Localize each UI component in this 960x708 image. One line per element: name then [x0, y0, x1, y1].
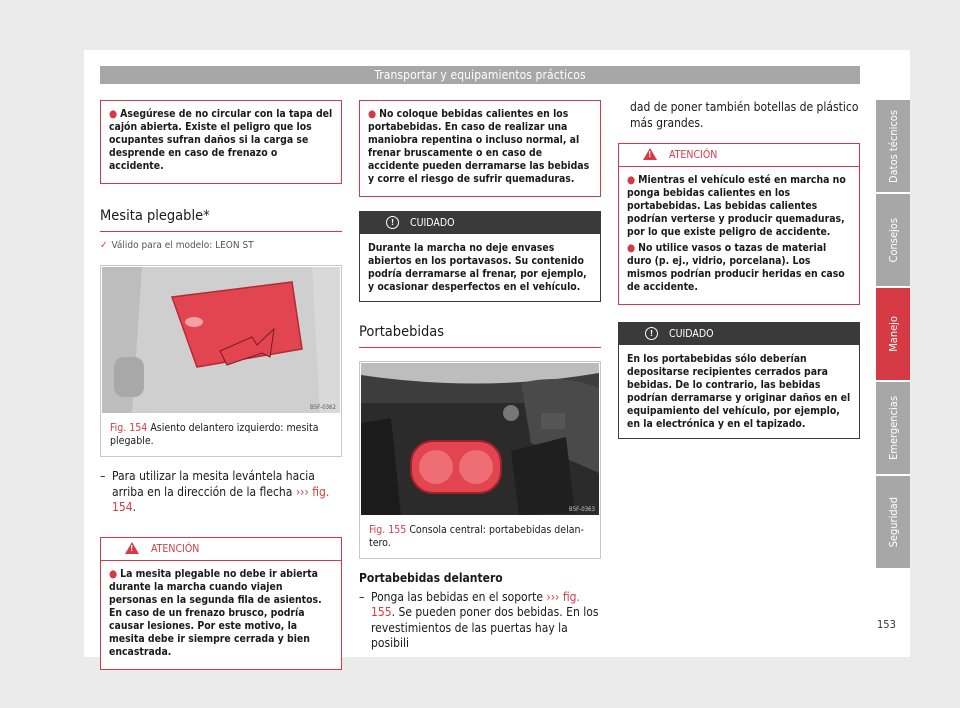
- caption-text: Consola central: portabebidas delantero.: [369, 524, 584, 549]
- cuidado-label: CUIDADO: [410, 217, 455, 229]
- warning-box-continued: [359, 100, 601, 197]
- check-icon: ✓: [100, 240, 108, 251]
- arrow-ref-icon: ›››: [546, 589, 560, 604]
- column-1: [100, 100, 342, 670]
- atencion-label: ATENCIÓN: [151, 542, 200, 555]
- figure-caption: [361, 519, 599, 557]
- step-end: .: [132, 500, 137, 514]
- cuidado-text: Durante la marcha no deje envases abiertos en los portavasos. Su contenido podría derramarse al frenar, por ejemplo, y ocasionar desperfectos en el vehículo.: [368, 242, 587, 293]
- tab-label: Consejos: [886, 217, 900, 263]
- step-text: Ponga las bebidas en el soporte: [371, 589, 543, 604]
- tab-seguridad[interactable]: [876, 476, 910, 568]
- cupholder-image: [361, 363, 599, 515]
- tab-label: Manejo: [886, 316, 900, 352]
- tab-manejo[interactable]: [876, 288, 910, 380]
- step-text: Para utilizar la mesita levántela hacia arriba en la dirección de la flecha: [112, 469, 315, 499]
- bullet-icon: ●: [368, 108, 377, 120]
- cuidado-header: [619, 323, 859, 345]
- tab-label: Seguridad: [886, 496, 900, 548]
- tab-consejos[interactable]: [876, 194, 910, 286]
- bullet-icon: ●: [627, 174, 636, 186]
- atencion-box: [618, 143, 860, 305]
- tab-emergencias[interactable]: [876, 382, 910, 474]
- tab-label: Emergencias: [886, 396, 900, 460]
- step-end: . Se pueden poner dos bebidas. En los revestimientos de las puertas hay la posibili: [371, 605, 599, 650]
- caption-text: Asiento delantero izquierdo: mesita plegable.: [110, 422, 319, 447]
- validity-note: [100, 240, 342, 251]
- bullet-icon: ●: [109, 108, 118, 120]
- atencion-label: ATENCIÓN: [669, 149, 718, 161]
- atencion-header: [101, 538, 341, 561]
- instruction-step: [359, 590, 601, 652]
- info-circle-icon: !: [645, 327, 658, 340]
- cuidado-box: [618, 322, 860, 439]
- column-2: [359, 100, 601, 652]
- figure-link[interactable]: fig. 154: [112, 484, 330, 514]
- cuidado-text: En los portabebidas sólo deberían depositarse recipientes cerrados para bebidas. De lo contrario, las bebidas podrían derramarse y originar daños en el equipamiento del vehículo, por ejemplo, en la electrónica y en el tapizado.: [627, 353, 851, 430]
- warning-triangle-icon: [643, 148, 657, 160]
- atencion-item: No utilice vasos o tazas de material duro (p. ej., vidrio, porcelana). Los mismos podrían producir heridas en caso de accidente.: [627, 242, 845, 293]
- atencion-header: [619, 144, 859, 167]
- subheading: Portabebidas delantero: [359, 571, 503, 585]
- section-title-mesita: Mesita plegable*: [100, 208, 342, 232]
- atencion-text: La mesita plegable no debe ir abierta durante la marcha cuando viajen personas en la segunda fila de asientos. En caso de un frenazo brusco, podría causar lesiones. Por este motivo, la mesita debe ir siempre cerrada y bien encastrada.: [109, 567, 322, 658]
- figure-code: B5F-0363: [569, 506, 595, 513]
- cuidado-label: CUIDADO: [669, 328, 714, 340]
- arrow-ref-icon: ›››: [295, 484, 309, 499]
- seat-table-image: [102, 267, 340, 413]
- figure-154: [100, 265, 342, 457]
- warning-text: No coloque bebidas calientes en los portabebidas. En caso de realizar una maniobra repentina o incluso normal, al frenar bruscamente o en caso de accidente pueden derramarse las bebidas y corre el riesgo de sufrir quemaduras.: [368, 108, 590, 185]
- figure-number: Fig. 155: [369, 524, 407, 536]
- bullet-icon: ●: [109, 567, 118, 580]
- bullet-icon: ●: [627, 242, 636, 254]
- page-number: 153: [877, 618, 896, 631]
- figure-number: Fig. 154: [110, 422, 148, 434]
- tab-datos-tecnicos[interactable]: [876, 100, 910, 192]
- figure-link[interactable]: fig. 155: [371, 589, 580, 619]
- section-title-portabebidas: Portabebidas: [359, 324, 601, 348]
- continued-text: dad de poner también botellas de plástico más grandes.: [630, 100, 859, 130]
- cuidado-box: [359, 211, 601, 302]
- figure-155: [359, 361, 601, 559]
- figure-caption: [102, 417, 340, 455]
- info-circle-icon: !: [386, 216, 399, 229]
- warning-triangle-icon: [125, 542, 139, 554]
- instruction-step: [100, 469, 342, 516]
- validity-text: Válido para el modelo: LEON ST: [111, 240, 254, 251]
- atencion-box: [100, 537, 342, 670]
- figure-code: B5F-0362: [310, 404, 336, 411]
- atencion-item: Mientras el vehículo esté en marcha no ponga bebidas calientes en los portabebidas. Las bebidas calientes podrían verterse y producir quemaduras, por lo que existe peligro de accidente.: [627, 174, 846, 238]
- cuidado-header: [360, 212, 600, 234]
- chapter-tabs: [876, 100, 910, 570]
- warning-text: Asegúrese de no circular con la tapa del cajón abierta. Existe el peligro que los ocupantes sufran daños si la carga se desprende en caso de frenazo o accidente.: [109, 108, 333, 172]
- page-header: Transportar y equipamientos prácticos: [100, 66, 860, 84]
- column-3: [618, 100, 860, 439]
- warning-box-continued: [100, 100, 342, 184]
- tab-label: Datos técnicos: [886, 109, 900, 183]
